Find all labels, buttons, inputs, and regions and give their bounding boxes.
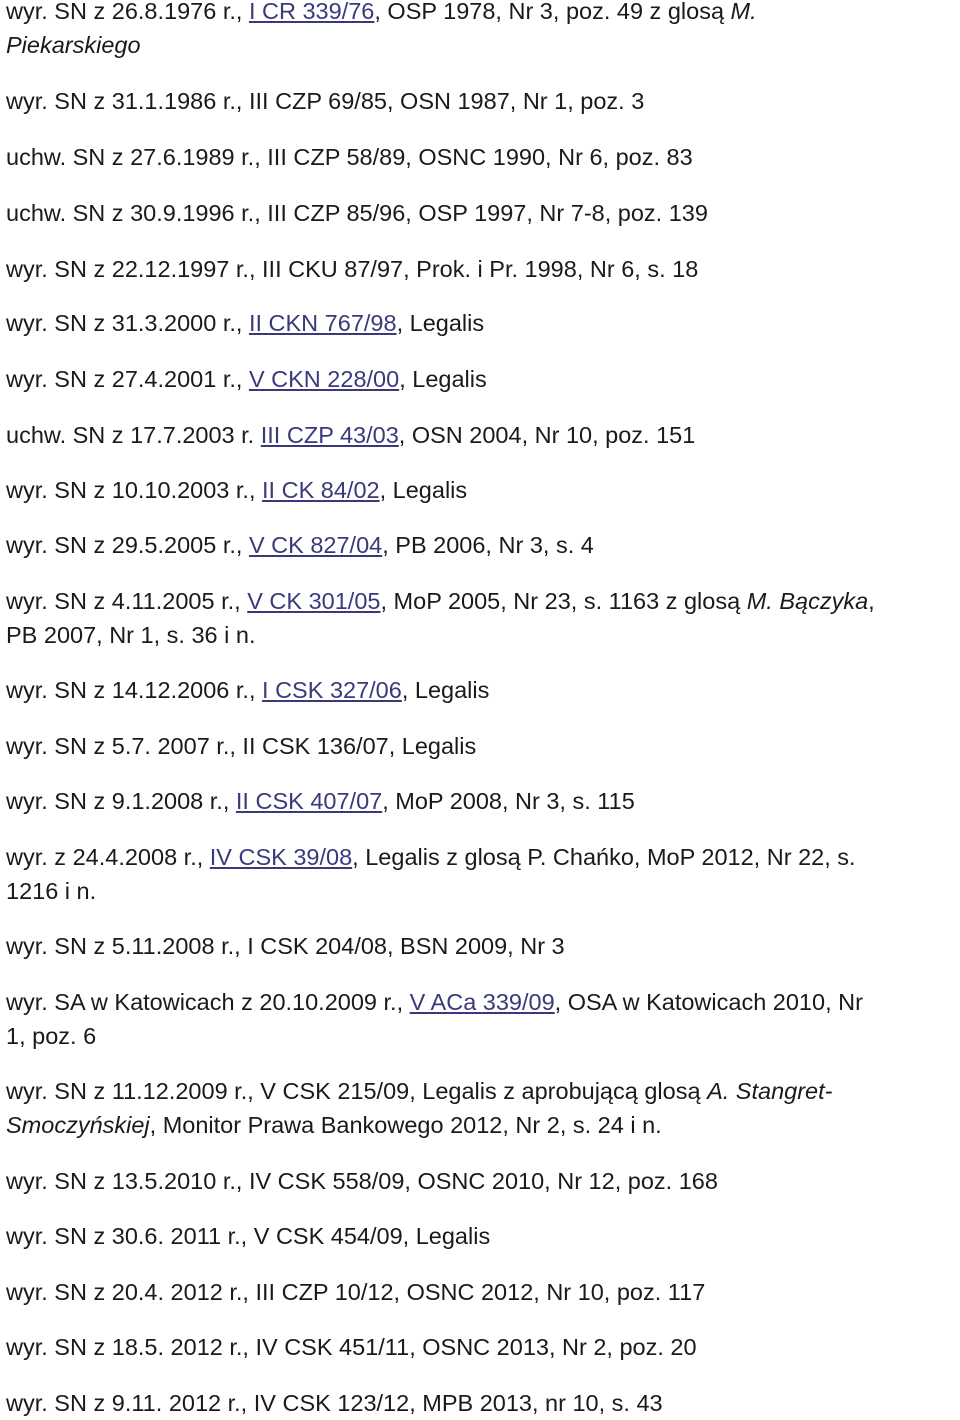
citation-entry — [6, 673, 956, 707]
citation-text: , Legalis z glosą P. Chańko, MoP 2012, Nr 22, s. 1216 i n. — [6, 844, 856, 904]
case-reference-link[interactable]: V CK 827/04 — [248, 532, 383, 558]
citation-entry — [6, 729, 956, 763]
case-reference-link[interactable]: I CSK 327/06 — [262, 677, 402, 703]
citation-text: wyr. SN z 20.4. 2012 r., III CZP 10/12, OSNC 2012, Nr 10, poz. 117 — [6, 1279, 706, 1305]
case-reference-link[interactable]: I CR 339/76 — [248, 0, 375, 24]
citation-text: wyr. SN z 29.5.2005 r., — [6, 532, 249, 558]
citation-text: wyr. SN z 4.11.2005 r., — [6, 588, 248, 614]
citation-entry — [6, 252, 956, 286]
citation-text: wyr. SN z 14.12.2006 r., — [6, 677, 263, 703]
citation-text: wyr. SN z 10.10.2003 r., — [6, 477, 263, 503]
citation-text: wyr. SN z 27.4.2001 r., — [6, 366, 249, 392]
citation-text: , PB 2006, Nr 3, s. 4 — [382, 532, 594, 558]
citation-text: wyr. SN z 11.12.2009 r., V CSK 215/09, Legalis z aprobującą glosą — [6, 1078, 708, 1104]
citation-text: wyr. SN z 5.11.2008 r., I CSK 204/08, BSN 2009, Nr 3 — [6, 933, 565, 959]
case-reference-link[interactable]: II CK 84/02 — [262, 477, 380, 503]
citation-text: uchw. SN z 27.6.1989 r., III CZP 58/89, OSNC 1990, Nr 6, poz. 83 — [6, 144, 693, 170]
citation-text: wyr. SN z 18.5. 2012 r., IV CSK 451/11, OSNC 2013, Nr 2, poz. 20 — [6, 1334, 697, 1360]
citation-entry — [6, 418, 956, 452]
citation-entry — [6, 1074, 956, 1142]
citation-text: wyr. z 24.4.2008 r., — [6, 844, 210, 870]
citation-entry — [6, 196, 956, 230]
author-name: A. Stangret- Smoczyńskiej — [6, 1078, 833, 1138]
citation-entry — [6, 362, 956, 396]
citation-text: , Legalis — [399, 366, 487, 392]
citation-entry — [6, 0, 956, 62]
citation-entry — [6, 1164, 956, 1198]
citation-text: wyr. SN z 22.12.1997 r., III CKU 87/97, Prok. i Pr. 1998, Nr 6, s. 18 — [6, 256, 699, 282]
author-name: M. Bączyka — [746, 588, 869, 614]
citation-text: wyr. SA w Katowicach z 20.10.2009 r., — [6, 989, 410, 1015]
citation-text: wyr. SN z 31.1.1986 r., III CZP 69/85, OSN 1987, Nr 1, poz. 3 — [6, 88, 645, 114]
citation-entry — [6, 84, 956, 118]
author-name: Piekarskiego — [6, 32, 141, 58]
citation-entry — [6, 840, 956, 908]
citation-text: , Legalis — [401, 677, 490, 703]
citation-text: uchw. SN z 30.9.1996 r., III CZP 85/96, OSP 1997, Nr 7-8, poz. 139 — [6, 200, 708, 226]
citation-text: uchw. SN z 17.7.2003 r. — [6, 422, 261, 448]
citation-entry — [6, 985, 956, 1053]
citation-text: wyr. SN z 26.8.1976 r., — [6, 0, 249, 24]
citation-entry — [6, 1330, 956, 1364]
citation-text: , OSA w Katowicach 2010, Nr 1, poz. 6 — [6, 989, 863, 1049]
citation-entry — [6, 528, 956, 562]
citation-text: wyr. SN z 30.6. 2011 r., V CSK 454/09, Legalis — [6, 1223, 491, 1249]
citation-entry — [6, 1219, 956, 1253]
citation-entry — [6, 584, 956, 652]
citation-text: , Legalis — [396, 310, 485, 336]
citation-text: , PB 2007, Nr 1, s. 36 i n. — [6, 588, 875, 648]
citation-entry — [6, 929, 956, 963]
citation-text: , Legalis — [379, 477, 468, 503]
author-name: M. — [730, 0, 757, 24]
case-reference-link[interactable]: V CK 301/05 — [247, 588, 381, 614]
citation-text: , MoP 2005, Nr 23, s. 1163 z glosą — [380, 588, 747, 614]
citation-entry — [6, 306, 956, 340]
citation-entry — [6, 784, 956, 818]
case-reference-link[interactable]: V ACa 339/09 — [409, 989, 555, 1015]
citation-entry — [6, 140, 956, 174]
case-reference-link[interactable]: II CSK 407/07 — [235, 788, 383, 814]
citation-text: wyr. SN z 9.1.2008 r., — [6, 788, 236, 814]
citation-entry — [6, 473, 956, 507]
citation-text: , OSP 1978, Nr 3, poz. 49 z glosą — [374, 0, 731, 24]
citation-text: , Monitor Prawa Bankowego 2012, Nr 2, s. 24 i n. — [149, 1112, 662, 1138]
citation-entry — [6, 1386, 956, 1420]
citation-entry — [6, 1275, 956, 1309]
case-reference-link[interactable]: II CKN 767/98 — [248, 310, 397, 336]
citation-text: , OSN 2004, Nr 10, poz. 151 — [398, 422, 696, 448]
case-reference-link[interactable]: III CZP 43/03 — [260, 422, 399, 448]
citation-text: wyr. SN z 31.3.2000 r., — [6, 310, 249, 336]
citation-text: wyr. SN z 13.5.2010 r., IV CSK 558/09, OSNC 2010, Nr 12, poz. 168 — [6, 1168, 718, 1194]
case-reference-link[interactable]: V CKN 228/00 — [248, 366, 400, 392]
citation-text: wyr. SN z 5.7. 2007 r., II CSK 136/07, Legalis — [6, 733, 477, 759]
citation-text: , MoP 2008, Nr 3, s. 115 — [382, 788, 635, 814]
citation-text: wyr. SN z 9.11. 2012 r., IV CSK 123/12, MPB 2013, nr 10, s. 43 — [6, 1390, 663, 1416]
case-reference-link[interactable]: IV CSK 39/08 — [209, 844, 353, 870]
